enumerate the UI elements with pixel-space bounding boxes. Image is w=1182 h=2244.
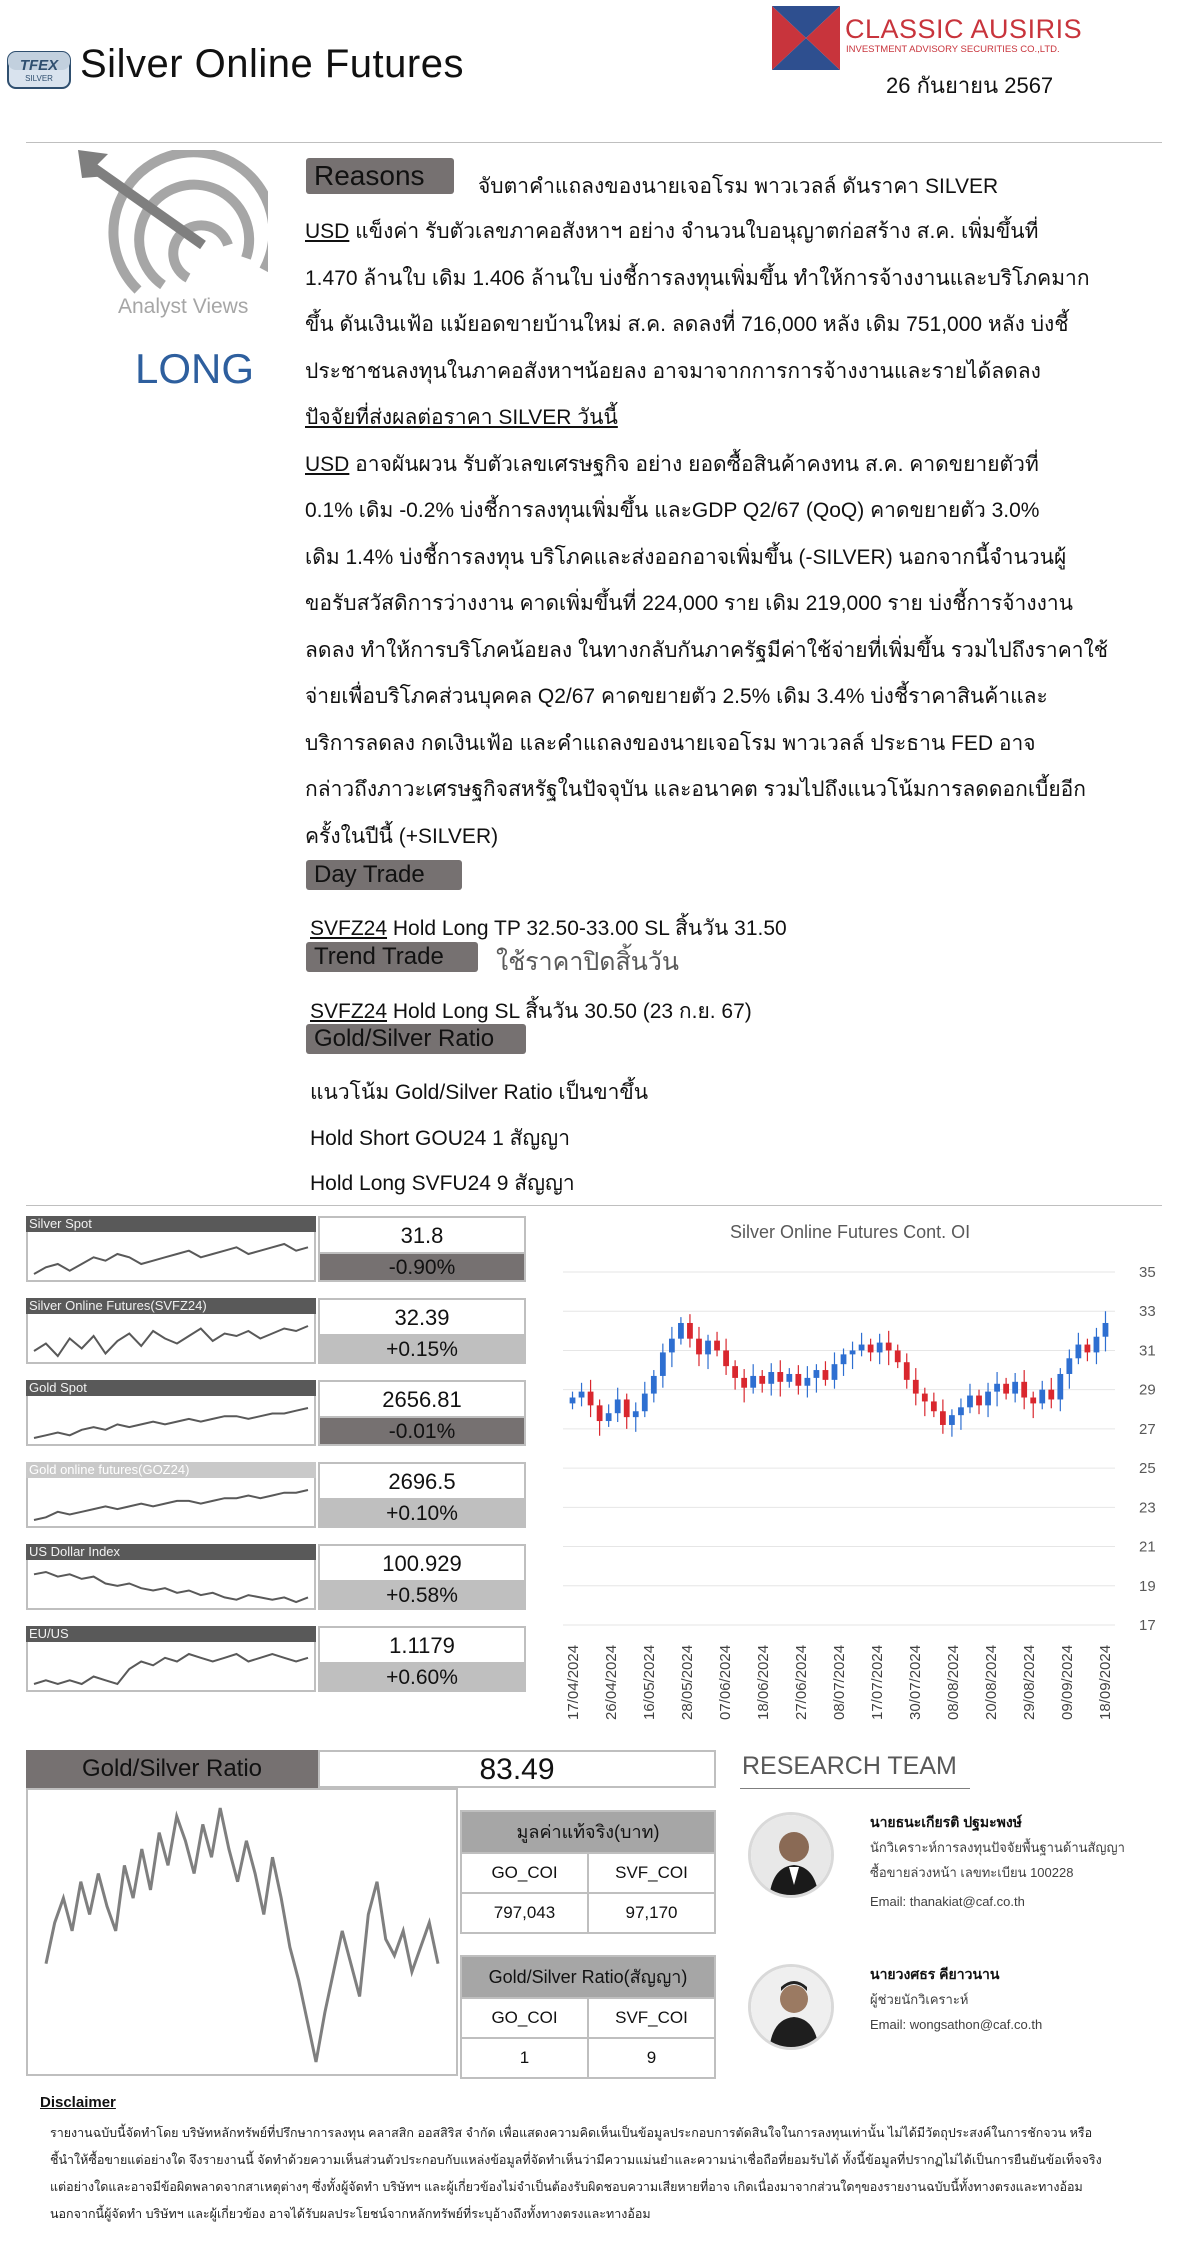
candle-body xyxy=(904,1362,910,1380)
member-role: นักวิเคราะห์การลงทุนปัจจัยพื้นฐานด้านสัญญา xyxy=(870,1840,1125,1855)
fair-value-title: มูลค่าแท้จริง(บาท) xyxy=(462,1812,714,1852)
candle-body xyxy=(859,1345,865,1351)
sparkline-line xyxy=(34,1490,308,1520)
gs-line: แนวโน้ม Gold/Silver Ratio เป็นขาขึ้น xyxy=(310,1081,649,1104)
p1-line: ประชาชนลงทุนในภาคอสังหาฯน้อยลง อาจมาจากการการจ้างงานและรายได้ลดลง xyxy=(305,359,1041,383)
candle-body xyxy=(759,1376,765,1384)
page-title: Silver Online Futures xyxy=(80,42,464,86)
candle-body xyxy=(669,1339,675,1353)
candle-body xyxy=(606,1413,612,1421)
gs-ratio-value: 83.49 xyxy=(318,1750,716,1788)
disclaimer-line: แต่อย่างใดและอาจมีข้อผิดพลาดจากสาเหตุต่างๆ ซึ่งทั้งผู้จัดทำ บริษัทฯ และผู้เกี่ยวข้องไม่จำเป็นต้องรับผิดชอบความเสียหายที่อาจ เกิดเนื่องมาจากส่วนใดๆของรายงานฉบับนี้ทั้งทางตรงและทางอ้อม xyxy=(50,2180,1083,2194)
candle-body xyxy=(940,1411,946,1425)
gs-line: Hold Long SVFU24 9 สัญญา xyxy=(310,1172,575,1195)
table-cell: 1 xyxy=(462,2039,589,2077)
candle-body xyxy=(651,1376,657,1394)
candle-body xyxy=(976,1396,982,1406)
candle-body xyxy=(1103,1323,1109,1337)
candle-body xyxy=(624,1399,630,1417)
market-name: Gold online futures(GOZ24) xyxy=(26,1462,316,1478)
candle-body xyxy=(660,1352,666,1376)
candle-body xyxy=(579,1392,585,1398)
sparkline-line xyxy=(34,1408,308,1438)
gs-ratio-chart xyxy=(26,1788,458,2076)
candle-body xyxy=(967,1396,973,1408)
table-cell: 97,170 xyxy=(625,1903,678,1922)
market-value: 31.8 xyxy=(318,1216,526,1254)
x-tick-label: 08/07/2024 xyxy=(831,1644,848,1720)
candle-body xyxy=(642,1394,648,1412)
x-tick-label: 07/06/2024 xyxy=(717,1644,734,1720)
y-tick-label: 29 xyxy=(1139,1381,1156,1399)
market-sparkline xyxy=(26,1314,316,1364)
disclaimer-line: รายงานฉบับนี้จัดทำโดย บริษัทหลักทรัพย์ที่ปรึกษาการลงทุน คลาสสิก ออสสิริส จำกัด เพื่อแสดงความคิดเห็นเป็นข้อมูลประกอบการตัดสินใจในการลงทุนเท่านั้น ไม่ได้มีวัตถุประสงค์ในการชักจวน หรือ xyxy=(50,2126,1093,2140)
candle-body xyxy=(1075,1345,1081,1359)
candle-body xyxy=(985,1392,991,1406)
header-divider xyxy=(26,142,1162,143)
candle-body xyxy=(705,1341,711,1355)
brand-name: CLASSIC AUSIRIS xyxy=(845,14,1083,44)
table-cell: 9 xyxy=(646,2048,657,2067)
y-tick-label: 25 xyxy=(1139,1460,1156,1478)
market-value: 2656.81 xyxy=(318,1380,526,1418)
member-role: ผู้ช่วยนักวิเคราะห์ xyxy=(870,1992,969,2007)
market-name: Gold Spot xyxy=(26,1380,316,1396)
research-member xyxy=(870,1810,1125,1914)
market-sparkline xyxy=(26,1232,316,1282)
day-trade-line xyxy=(310,912,787,945)
candle-body xyxy=(588,1392,594,1406)
section-divider xyxy=(26,1205,1162,1206)
gs-ratio-panel xyxy=(26,1750,716,2076)
market-panel xyxy=(26,1544,526,1612)
avatar xyxy=(748,1812,834,1898)
gs-line: Hold Short GOU24 1 สัญญา xyxy=(310,1127,570,1150)
y-tick-label: 21 xyxy=(1139,1538,1156,1556)
day-trade-symbol: SVFZ24 xyxy=(310,917,388,940)
table-row xyxy=(462,1892,714,1932)
analyst-views-label: Analyst Views xyxy=(118,295,249,318)
member-name: นายธนะเกียรติ ปฐมะพงษ์ xyxy=(870,1814,1022,1830)
table-cell: GO_COI xyxy=(462,1999,589,2037)
reasons-paragraph-1 xyxy=(305,209,1155,860)
gs-ratio-line xyxy=(46,1808,438,2062)
candle-body xyxy=(1066,1358,1072,1374)
table-cell: SVF_COI xyxy=(615,1863,688,1882)
gold-silver-tag: Gold/Silver Ratio xyxy=(306,1024,526,1054)
oi-chart xyxy=(555,1250,1175,1730)
candle-body xyxy=(931,1401,937,1411)
candle-body xyxy=(994,1384,1000,1392)
candle-body xyxy=(1094,1337,1100,1353)
table-cell: 797,043 xyxy=(462,1894,589,1932)
market-panel xyxy=(26,1462,526,1530)
candle-body xyxy=(570,1398,576,1404)
candle-body xyxy=(777,1372,783,1382)
p1-line: 1.470 ล้านใบ เดิม 1.406 ล้านใบ บ่งชี้การลงทุนเพิ่มขึ้น ทำให้การจ้างงานและบริโภคมาก xyxy=(305,266,1090,290)
candle-body xyxy=(732,1366,738,1378)
analyst-view-value: LONG xyxy=(135,345,255,392)
market-sparkline xyxy=(26,1560,316,1610)
table-row xyxy=(462,1997,714,2037)
trend-trade-text: Hold Long SL สิ้นวัน 30.50 (23 ก.ย. 67) xyxy=(387,1000,752,1023)
member-email[interactable]: Email: wongsathon@caf.co.th xyxy=(870,2017,1043,2032)
ratio-contracts-table xyxy=(460,1955,716,2079)
market-panel xyxy=(26,1216,526,1284)
y-tick-label: 31 xyxy=(1139,1342,1156,1360)
y-tick-label: 23 xyxy=(1139,1499,1156,1517)
member-role: ซื้อขายล่วงหน้า เลขทะเบียน 100228 xyxy=(870,1865,1074,1880)
table-cell: SVF_COI xyxy=(615,2008,688,2027)
p2-lead: USD xyxy=(305,452,350,476)
disclaimer-line: ชี้นำให้ซื้อขายแต่อย่างใด จึงรายงานนี้ จัดทำด้วยความเห็นส่วนตัวประกอบกับแหล่งข้อมูลที่จัดทำเห็นว่ามีความแม่นยำและความน่าเชื่อถือที่ยอมรับได้ ทั้งนี้ข้อมูลที่ปรากฏไม่ได้เป็นการยืนยันข้อเท็จจริง xyxy=(50,2153,1102,2167)
member-email[interactable]: Email: thanakiat@caf.co.th xyxy=(870,1894,1025,1909)
tfex-logo-sub: SILVER xyxy=(25,74,53,83)
candle-body xyxy=(768,1372,774,1384)
candle-body xyxy=(895,1350,901,1362)
candle-body xyxy=(714,1341,720,1351)
day-trade-tag: Day Trade xyxy=(306,860,462,890)
sparkline-line xyxy=(34,1572,308,1602)
y-tick-label: 33 xyxy=(1139,1303,1156,1321)
reasons-tag: Reasons xyxy=(306,158,454,194)
tfex-logo-text: TFEX xyxy=(19,57,59,74)
p2-line: อาจผันผวน รับตัวเลขเศรษฐกิจ อย่าง ยอดซื้อสินค้าคงทน ส.ค. คาดขยายตัวที่ xyxy=(349,452,1039,476)
brand-subtitle: INVESTMENT ADVISORY SECURITIES CO.,LTD. xyxy=(846,44,1060,55)
candle-body xyxy=(877,1343,883,1353)
trend-trade-symbol: SVFZ24 xyxy=(310,1000,388,1023)
trend-trade-note: ใช้ราคาปิดสิ้นวัน xyxy=(496,948,679,976)
disclaimer-title: Disclaimer xyxy=(40,2094,116,2111)
brand-logo xyxy=(770,4,842,72)
ratio-contracts-title: Gold/Silver Ratio(สัญญา) xyxy=(462,1957,714,1997)
candle-body xyxy=(597,1405,603,1421)
avatar xyxy=(748,1964,834,2050)
x-tick-label: 27/06/2024 xyxy=(793,1644,810,1720)
candle-body xyxy=(823,1370,829,1380)
y-tick-label: 27 xyxy=(1139,1420,1156,1438)
candle-body xyxy=(1085,1345,1091,1353)
candle-body xyxy=(922,1394,928,1402)
x-tick-label: 20/08/2024 xyxy=(983,1644,1000,1720)
candle-body xyxy=(723,1350,729,1366)
candle-body xyxy=(741,1378,747,1388)
target-dart-icon xyxy=(78,150,268,295)
candle-body xyxy=(615,1399,621,1413)
candle-body xyxy=(633,1411,639,1417)
y-tick-label: 35 xyxy=(1139,1264,1156,1281)
research-team-title: RESEARCH TEAM xyxy=(742,1752,957,1780)
candle-body xyxy=(786,1374,792,1382)
candle-body xyxy=(1012,1382,1018,1394)
market-value: 100.929 xyxy=(318,1544,526,1582)
candle-body xyxy=(795,1374,801,1386)
research-team-underline xyxy=(740,1788,970,1789)
disclaimer-line: นอกจากนี้ผู้จัดทำ บริษัทฯ และผู้เกี่ยวข้อง อาจได้รับผลประโยชน์จากหลักทรัพย์ที่ระบุอ้างถึงทั้งทางตรงและทางอ้อม xyxy=(50,2207,651,2221)
fair-value-table xyxy=(460,1810,716,1934)
market-change: +0.15% xyxy=(318,1336,526,1364)
market-name: EU/US xyxy=(26,1626,316,1642)
p2-line: 0.1% เดิม -0.2% บ่งชี้การลงทุนเพิ่มขึ้น และGDP Q2/67 (QoQ) คาดขยายตัว 3.0% xyxy=(305,499,1040,522)
table-row xyxy=(462,2037,714,2077)
candle-body xyxy=(1048,1390,1054,1400)
market-value: 1.1179 xyxy=(318,1626,526,1664)
table-cell: GO_COI xyxy=(462,1854,589,1892)
x-tick-label: 26/04/2024 xyxy=(603,1644,620,1720)
sparkline-line xyxy=(34,1244,308,1274)
x-tick-label: 16/05/2024 xyxy=(641,1644,658,1720)
research-member xyxy=(870,1962,1042,2037)
candle-body xyxy=(814,1370,820,1378)
p2-line: เดิม 1.4% บ่งชี้การลงทุน บริโภคและส่งออกอาจเพิ่มขึ้น (-SILVER) นอกจากนี้จำนวนผู้ xyxy=(305,545,1067,569)
market-panel xyxy=(26,1298,526,1366)
member-name: นายวงศธร คียาวนาน xyxy=(870,1966,1000,1982)
market-change: +0.58% xyxy=(318,1582,526,1610)
candle-body xyxy=(750,1376,756,1388)
market-change: +0.10% xyxy=(318,1500,526,1528)
p2-line: จ่ายเพื่อบริโภคส่วนบุคคล Q2/67 คาดขยายตัว 2.5% เดิม 3.4% บ่งชี้ราคาสินค้าและ xyxy=(305,685,1048,708)
candle-body xyxy=(850,1350,856,1354)
p2-line: ลดลง ทำให้การบริโภคน้อยลง ในทางกลับกันภาครัฐมีค่าใช้จ่ายที่เพิ่มขึ้น รวมไปถึงราคาใช้ xyxy=(305,638,1109,662)
gs-ratio-label: Gold/Silver Ratio xyxy=(26,1750,318,1788)
candle-body xyxy=(949,1415,955,1425)
market-panel xyxy=(26,1380,526,1448)
market-name: US Dollar Index xyxy=(26,1544,316,1560)
x-tick-label: 09/09/2024 xyxy=(1059,1644,1076,1720)
market-sparkline xyxy=(26,1396,316,1446)
candle-body xyxy=(678,1323,684,1339)
x-tick-label: 08/08/2024 xyxy=(945,1644,962,1720)
day-trade-text: Hold Long TP 32.50-33.00 SL สิ้นวัน 31.50 xyxy=(387,917,787,940)
tfex-logo xyxy=(6,48,74,92)
candle-body xyxy=(832,1364,838,1380)
p2-line: กล่าวถึงภาวะเศรษฐกิจสหรัฐในปัจจุบัน และอนาคต รวมไปถึงแนวโน้มการลดดอกเบี้ยอีก xyxy=(305,778,1086,801)
market-change: -0.01% xyxy=(318,1418,526,1446)
p2-line: ขอรับสวัสดิการว่างงาน คาดเพิ่มขึ้นที่ 224,000 ราย เดิม 219,000 ราย บ่งชี้การจ้างงาน xyxy=(305,592,1074,615)
table-row xyxy=(462,1852,714,1892)
x-tick-label: 17/04/2024 xyxy=(565,1644,582,1720)
x-tick-label: 18/06/2024 xyxy=(755,1644,772,1720)
candle-body xyxy=(868,1345,874,1353)
y-tick-label: 17 xyxy=(1139,1617,1156,1634)
x-tick-label: 17/07/2024 xyxy=(869,1644,886,1720)
candle-body xyxy=(913,1380,919,1394)
candle-body xyxy=(1030,1398,1036,1404)
candle-body xyxy=(804,1378,810,1386)
oi-chart-title: Silver Online Futures Cont. OI xyxy=(730,1222,971,1242)
market-value: 2696.5 xyxy=(318,1462,526,1500)
p1-lead: USD xyxy=(305,220,350,243)
x-tick-label: 30/07/2024 xyxy=(907,1644,924,1720)
x-tick-label: 28/05/2024 xyxy=(679,1644,696,1720)
x-tick-label: 18/09/2024 xyxy=(1097,1644,1114,1720)
p1-line: ขึ้น ดันเงินเฟ้อ แม้ยอดขายบ้านใหม่ ส.ค. ลดลงที่ 716,000 หลัง เดิม 751,000 หลัง บ่งชี้ xyxy=(305,313,1069,336)
sparkline-line xyxy=(34,1654,308,1684)
candle-body xyxy=(1021,1382,1027,1398)
market-sparkline xyxy=(26,1642,316,1692)
candle-body xyxy=(1039,1390,1045,1404)
p1-line: แข็งค่า รับตัวเลขภาคอสังหาฯ อย่าง จำนวนใบอนุญาตก่อสร้าง ส.ค. เพิ่มขึ้นที่ xyxy=(349,220,1039,243)
p2-line: ครั้งในปีนี้ (+SILVER) xyxy=(305,824,499,848)
x-tick-label: 29/08/2024 xyxy=(1021,1644,1038,1720)
market-sparkline xyxy=(26,1478,316,1528)
report-date: 26 กันยายน 2567 xyxy=(886,73,1054,98)
candle-body xyxy=(1057,1374,1063,1399)
candle-body xyxy=(841,1354,847,1364)
trend-trade-tag: Trend Trade xyxy=(306,942,478,972)
candle-body xyxy=(696,1339,702,1355)
candle-body xyxy=(958,1407,964,1415)
market-change: +0.60% xyxy=(318,1664,526,1692)
market-value: 32.39 xyxy=(318,1298,526,1336)
candle-body xyxy=(886,1343,892,1351)
p2-line: บริการลดลง กดเงินเฟ้อ และคำแถลงของนายเจอโรม พาวเวลล์ ประธาน FED อาจ xyxy=(305,731,1036,755)
candle-body xyxy=(1003,1384,1009,1394)
sparkline-line xyxy=(34,1326,308,1356)
candle-body xyxy=(687,1323,693,1339)
disclaimer-text xyxy=(50,2120,1160,2228)
reasons-headline: จับตาคำแถลงของนายเจอโรม พาวเวลล์ ดันราคา SILVER xyxy=(478,175,999,198)
market-change: -0.90% xyxy=(318,1254,526,1282)
market-name: Silver Online Futures(SVFZ24) xyxy=(26,1298,316,1314)
factor-heading: ปัจจัยที่ส่งผลต่อราคา SILVER วันนี้ xyxy=(305,406,618,429)
market-panel xyxy=(26,1626,526,1694)
market-name: Silver Spot xyxy=(26,1216,316,1232)
y-tick-label: 19 xyxy=(1139,1577,1156,1595)
